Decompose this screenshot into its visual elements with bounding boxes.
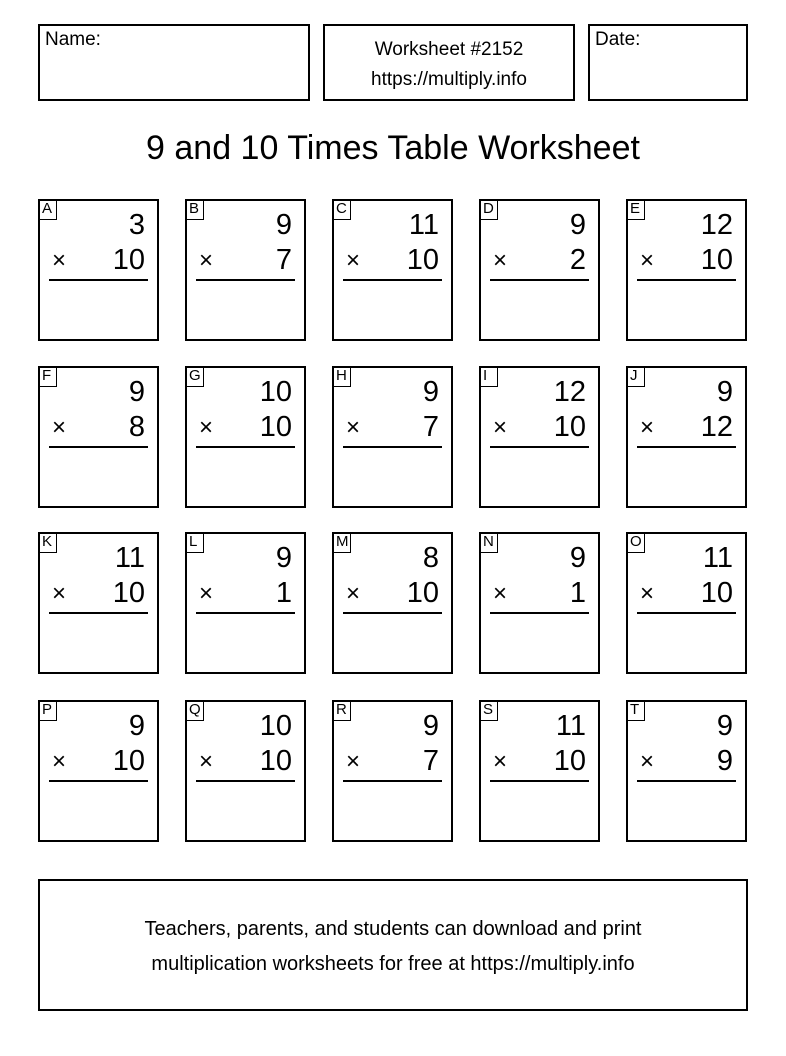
multiplicand: 9 bbox=[569, 542, 586, 574]
multiplicand: 10 bbox=[259, 710, 292, 742]
problem-label: N bbox=[479, 532, 498, 553]
times-sign: × bbox=[640, 414, 655, 441]
problem-cell[interactable] bbox=[332, 700, 453, 842]
multiplicand: 3 bbox=[128, 209, 145, 241]
answer-line bbox=[49, 612, 148, 614]
problem-label: D bbox=[479, 199, 498, 220]
answer-line bbox=[49, 446, 148, 448]
multiplicand: 12 bbox=[553, 376, 586, 408]
answer-line bbox=[490, 279, 589, 281]
multiplier: 10 bbox=[112, 745, 145, 777]
multiplicand: 9 bbox=[128, 376, 145, 408]
problem-label: F bbox=[38, 366, 57, 387]
problem-cell[interactable] bbox=[332, 532, 453, 674]
answer-line bbox=[637, 446, 736, 448]
times-sign: × bbox=[640, 748, 655, 775]
answer-line bbox=[490, 612, 589, 614]
problem-label: E bbox=[626, 199, 645, 220]
page-title: 9 and 10 Times Table Worksheet bbox=[146, 129, 640, 167]
times-sign: × bbox=[640, 580, 655, 607]
multiplier: 10 bbox=[700, 577, 733, 609]
times-sign: × bbox=[346, 748, 361, 775]
name-label: Name: bbox=[45, 29, 101, 50]
multiplier: 7 bbox=[275, 244, 292, 276]
problem-cell[interactable] bbox=[38, 199, 159, 341]
multiplicand: 9 bbox=[716, 710, 733, 742]
times-sign: × bbox=[52, 414, 67, 441]
answer-line bbox=[196, 446, 295, 448]
problem-cell[interactable] bbox=[38, 700, 159, 842]
multiplicand: 9 bbox=[569, 209, 586, 241]
answer-line bbox=[637, 780, 736, 782]
answer-line bbox=[637, 612, 736, 614]
problem-label: S bbox=[479, 700, 498, 721]
problem-cell[interactable] bbox=[38, 532, 159, 674]
times-sign: × bbox=[346, 247, 361, 274]
answer-line bbox=[196, 279, 295, 281]
multiplicand: 12 bbox=[700, 209, 733, 241]
answer-line bbox=[196, 780, 295, 782]
times-sign: × bbox=[52, 748, 67, 775]
answer-line bbox=[196, 612, 295, 614]
answer-line bbox=[343, 612, 442, 614]
answer-line bbox=[49, 279, 148, 281]
problem-cell[interactable] bbox=[479, 199, 600, 341]
times-sign: × bbox=[52, 580, 67, 607]
answer-line bbox=[490, 446, 589, 448]
footer-box bbox=[38, 879, 748, 1011]
problem-cell[interactable] bbox=[626, 532, 747, 674]
problem-label: J bbox=[626, 366, 645, 387]
multiplicand: 9 bbox=[275, 209, 292, 241]
answer-line bbox=[343, 780, 442, 782]
times-sign: × bbox=[493, 414, 508, 441]
problem-label: A bbox=[38, 199, 57, 220]
multiplier: 12 bbox=[700, 411, 733, 443]
problem-label: H bbox=[332, 366, 351, 387]
multiplier: 10 bbox=[406, 577, 439, 609]
multiplier: 1 bbox=[569, 577, 586, 609]
times-sign: × bbox=[52, 247, 67, 274]
problem-cell[interactable] bbox=[185, 199, 306, 341]
problem-label: C bbox=[332, 199, 351, 220]
multiplicand: 9 bbox=[422, 376, 439, 408]
date-label: Date: bbox=[595, 29, 641, 50]
multiplier: 10 bbox=[112, 577, 145, 609]
problem-cell[interactable] bbox=[38, 366, 159, 508]
problem-label: M bbox=[332, 532, 351, 553]
multiplier: 10 bbox=[259, 411, 292, 443]
problem-label: Q bbox=[185, 700, 204, 721]
multiplicand: 8 bbox=[422, 542, 439, 574]
problem-label: P bbox=[38, 700, 57, 721]
problem-label: R bbox=[332, 700, 351, 721]
problem-cell[interactable] bbox=[332, 199, 453, 341]
footer-line-2: multiplication worksheets for free at https://multiply.info bbox=[151, 953, 635, 975]
problem-label: O bbox=[626, 532, 645, 553]
multiplier: 7 bbox=[422, 411, 439, 443]
answer-line bbox=[343, 279, 442, 281]
multiplicand: 11 bbox=[702, 542, 733, 574]
multiplier: 10 bbox=[406, 244, 439, 276]
times-sign: × bbox=[346, 580, 361, 607]
multiplier: 10 bbox=[553, 745, 586, 777]
times-sign: × bbox=[199, 748, 214, 775]
multiplier: 10 bbox=[553, 411, 586, 443]
multiplicand: 9 bbox=[275, 542, 292, 574]
problem-cell[interactable] bbox=[626, 199, 747, 341]
multiplier: 10 bbox=[700, 244, 733, 276]
worksheet-number: Worksheet #2152 bbox=[374, 39, 524, 60]
times-sign: × bbox=[493, 580, 508, 607]
problem-cell[interactable] bbox=[479, 700, 600, 842]
times-sign: × bbox=[640, 247, 655, 274]
problem-cell[interactable] bbox=[185, 366, 306, 508]
problem-cell[interactable] bbox=[332, 366, 453, 508]
multiplier: 10 bbox=[112, 244, 145, 276]
answer-line bbox=[343, 446, 442, 448]
footer-line-1: Teachers, parents, and students can download and print bbox=[144, 918, 642, 940]
problem-cell[interactable] bbox=[185, 532, 306, 674]
multiplier: 8 bbox=[128, 411, 145, 443]
multiplicand: 11 bbox=[408, 209, 439, 241]
multiplicand: 9 bbox=[422, 710, 439, 742]
multiplier: 1 bbox=[275, 577, 292, 609]
times-sign: × bbox=[493, 247, 508, 274]
multiplicand: 11 bbox=[114, 542, 145, 574]
multiplier: 9 bbox=[716, 745, 733, 777]
multiplicand: 10 bbox=[259, 376, 292, 408]
answer-line bbox=[49, 780, 148, 782]
problem-cell[interactable] bbox=[185, 700, 306, 842]
problem-label: I bbox=[479, 366, 498, 387]
problem-label: G bbox=[185, 366, 204, 387]
answer-line bbox=[637, 279, 736, 281]
multiplicand: 9 bbox=[128, 710, 145, 742]
times-sign: × bbox=[493, 748, 508, 775]
problem-cell[interactable] bbox=[479, 366, 600, 508]
problem-cell[interactable] bbox=[479, 532, 600, 674]
problem-label: K bbox=[38, 532, 57, 553]
multiplicand: 11 bbox=[555, 710, 586, 742]
problem-cell[interactable] bbox=[626, 366, 747, 508]
answer-line bbox=[490, 780, 589, 782]
multiplier: 10 bbox=[259, 745, 292, 777]
times-sign: × bbox=[346, 414, 361, 441]
problem-label: T bbox=[626, 700, 645, 721]
multiplier: 2 bbox=[569, 244, 586, 276]
times-sign: × bbox=[199, 414, 214, 441]
times-sign: × bbox=[199, 247, 214, 274]
problem-label: B bbox=[185, 199, 204, 220]
worksheet-url: https://multiply.info bbox=[371, 69, 527, 90]
problem-label: L bbox=[185, 532, 204, 553]
times-sign: × bbox=[199, 580, 214, 607]
multiplicand: 9 bbox=[716, 376, 733, 408]
multiplier: 7 bbox=[422, 745, 439, 777]
problem-cell[interactable] bbox=[626, 700, 747, 842]
